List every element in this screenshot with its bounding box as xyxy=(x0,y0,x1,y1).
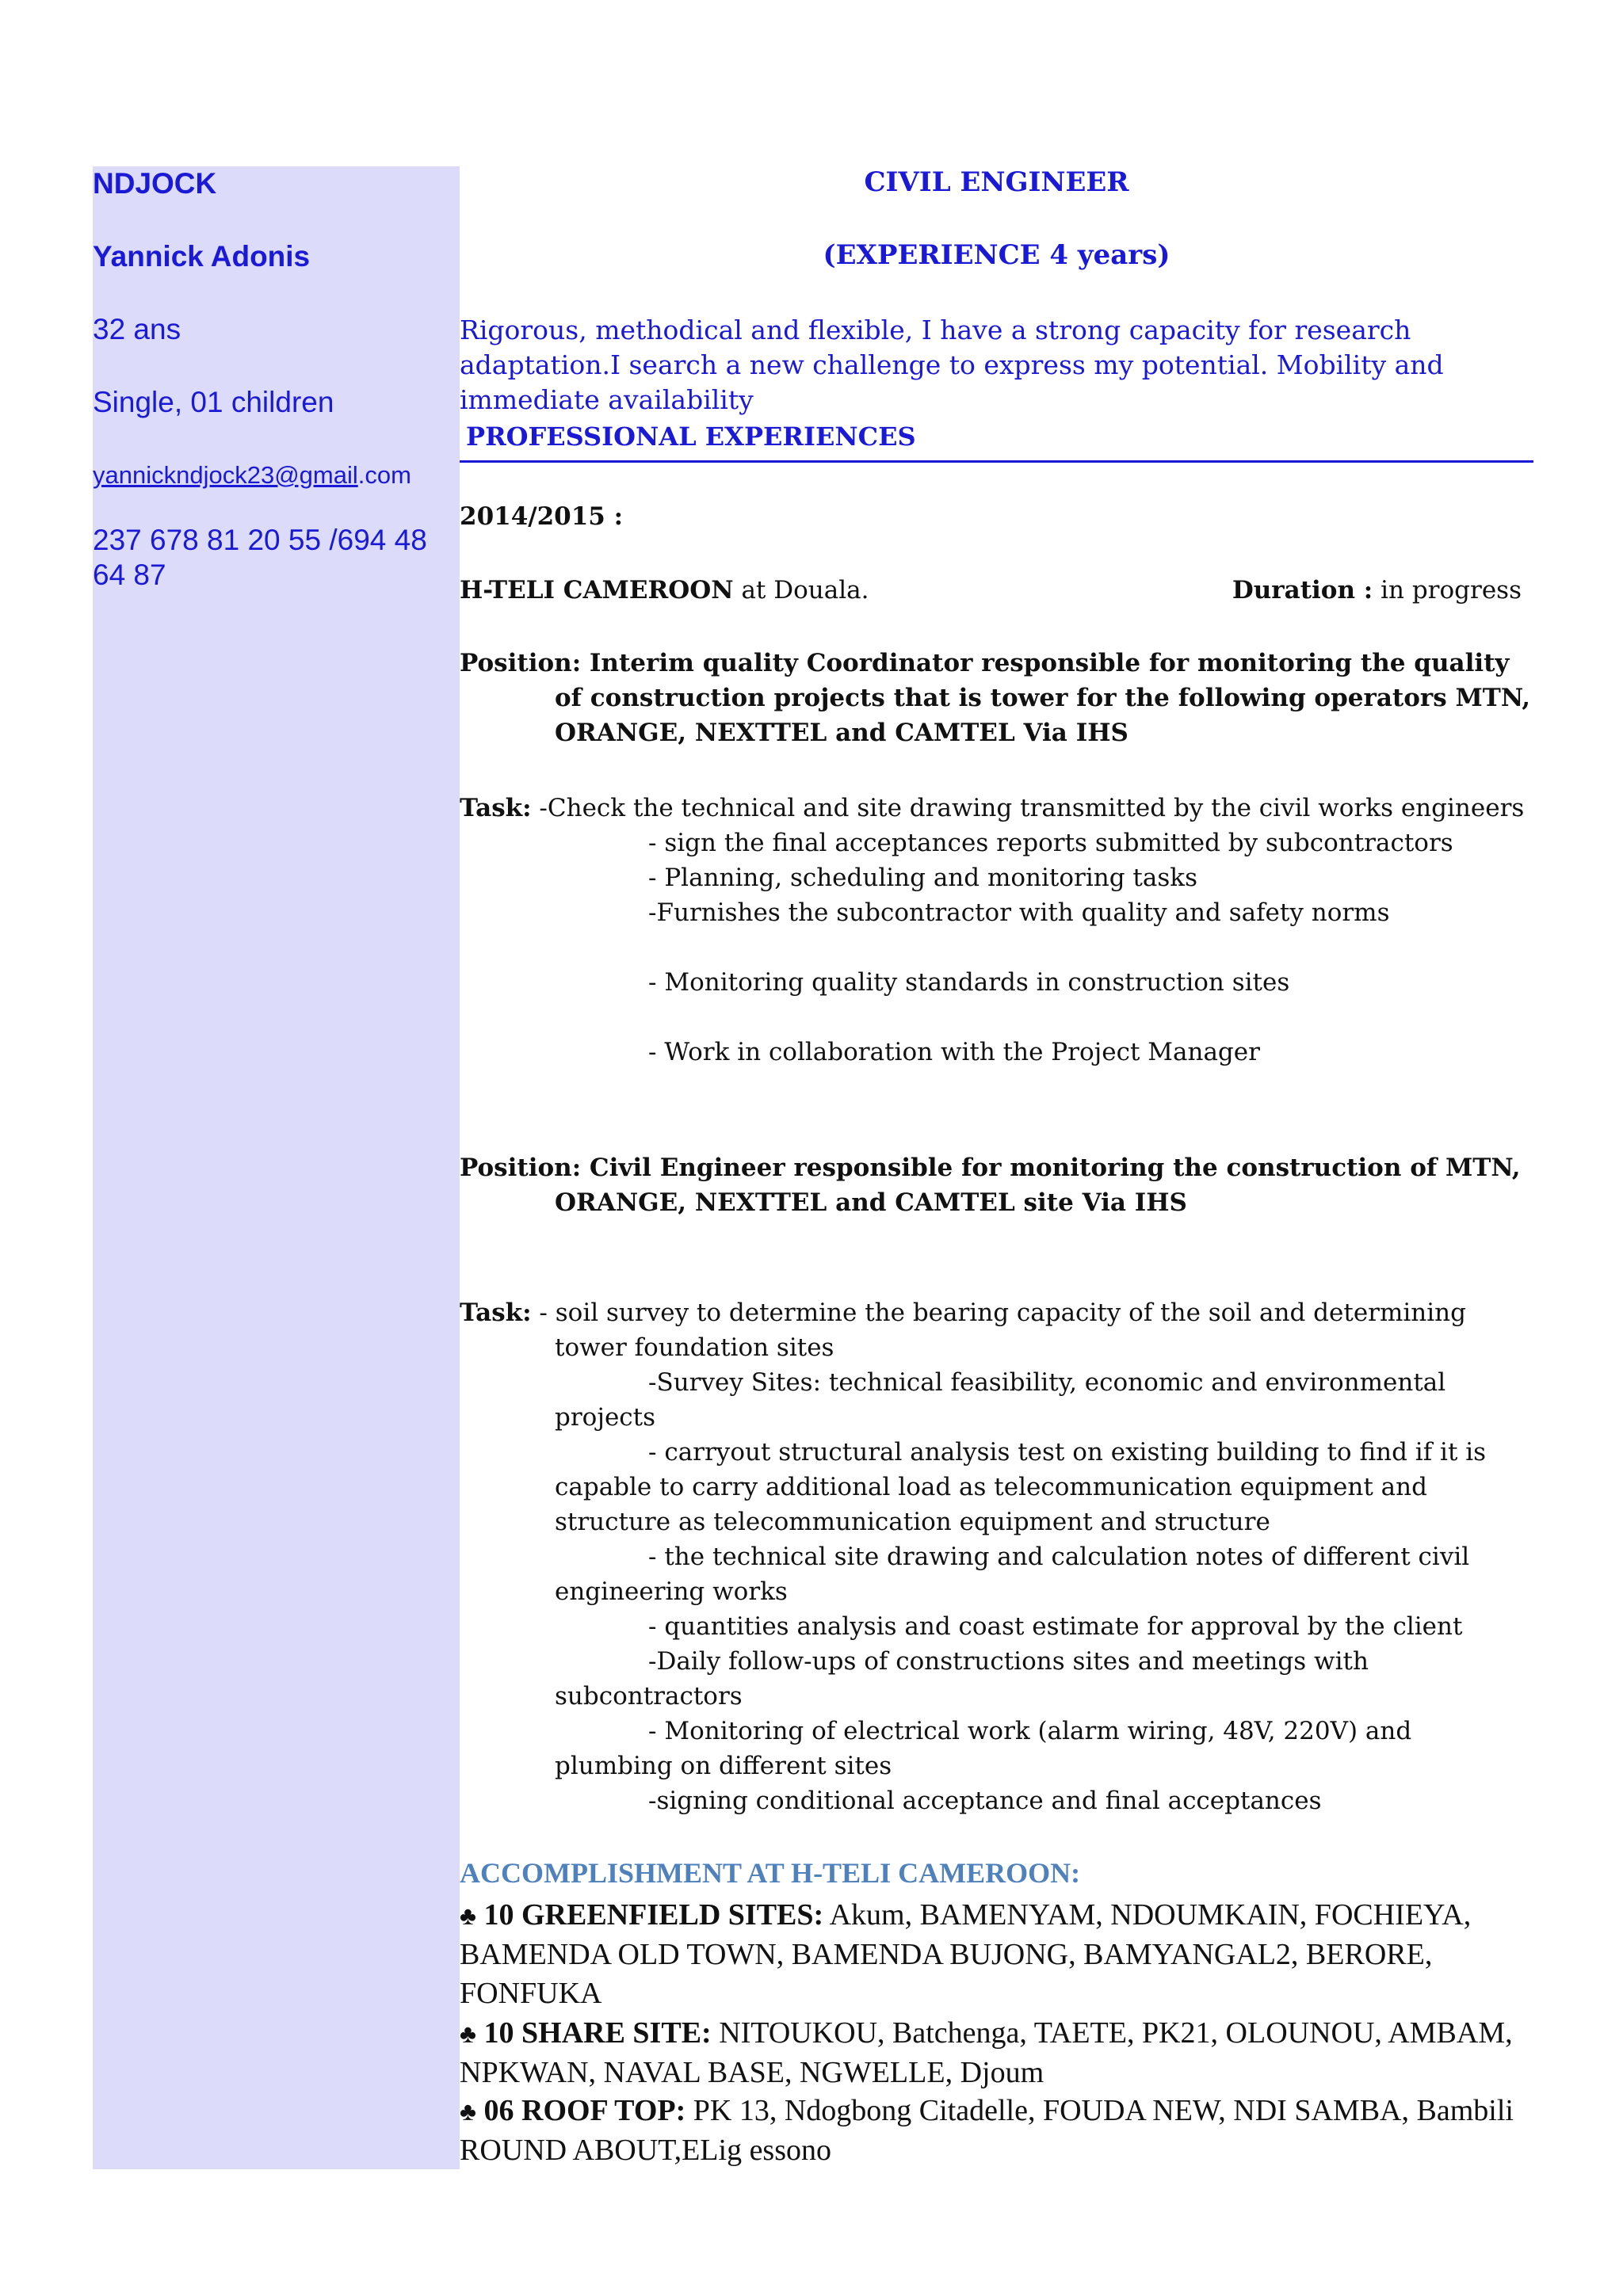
section-heading: PROFESSIONAL EXPERIENCES xyxy=(466,421,916,452)
summary: Rigorous, methodical and flexible, I have a strong capacity for research adaptation.I search a new challenge to express my potential. Mobility and immediate availability xyxy=(460,315,1444,415)
duration xyxy=(1232,573,1522,608)
task-label: Task: xyxy=(460,794,532,822)
accomplishment-label: 10 SHARE SITE: xyxy=(476,2016,712,2050)
task-item: - sign the final acceptances reports submitted by subcontractors xyxy=(648,829,1453,857)
task-item: - Planning, scheduling and monitoring tasks xyxy=(648,864,1197,892)
spacer xyxy=(460,1000,1533,1035)
club-bullet-icon: ♣ xyxy=(460,2019,476,2048)
task-item: - quantities analysis and coast estimate for approval by the client xyxy=(648,1612,1463,1641)
task-label: Task: xyxy=(460,1299,532,1327)
task-2-first xyxy=(460,1295,1533,1365)
accomplishment-label: 06 ROOF TOP: xyxy=(476,2094,686,2127)
company-location: at Douala. xyxy=(733,576,869,605)
age: 32 ans xyxy=(93,313,181,345)
duration-value: in progress xyxy=(1373,576,1522,605)
task-list-1 xyxy=(460,791,1533,1070)
duration-label: Duration : xyxy=(1232,576,1373,605)
task-item: - soil survey to determine the bearing capacity of the soil and determining tower foundation sites xyxy=(531,1299,1466,1362)
task-item: - the technical site drawing and calculation notes of different civil engineering works xyxy=(555,1543,1470,1606)
task-1-first xyxy=(460,791,1533,826)
accomplishment-heading: ACCOMPLISHMENT AT H-TELI CAMEROON: xyxy=(460,1857,1081,1889)
task-list-2 xyxy=(460,1295,1533,1818)
task-item: -Survey Sites: technical feasibility, economic and environmental projects xyxy=(555,1368,1446,1432)
accomplishment-item xyxy=(460,2014,1533,2092)
profile-sidebar xyxy=(93,166,460,2169)
last-name: NDJOCK xyxy=(93,167,217,200)
marital-status: Single, 01 children xyxy=(93,386,334,418)
email-link[interactable] xyxy=(93,458,411,493)
task-item: -Check the technical and site drawing transmitted by the civil works engineers xyxy=(531,794,1525,822)
accomplishment-text: NITOUKOU, Batchenga, TAETE, PK21, OLOUNOU, AMBAM, NPKWAN, NAVAL BASE, NGWELLE, Djoum xyxy=(460,2016,1513,2089)
position-2: Position: Civil Engineer responsible for monitoring the construction of MTN, ORANGE, NEXTTEL and CAMTEL site Via IHS xyxy=(460,1154,1521,1217)
task-item: -signing conditional acceptance and final acceptances xyxy=(648,1787,1322,1815)
task-item: - Monitoring quality standards in construction sites xyxy=(648,968,1290,997)
task-item: -Daily follow-ups of constructions sites and meetings with subcontractors xyxy=(555,1647,1369,1711)
job-title: CIVIL ENGINEER xyxy=(864,166,1129,198)
email-suffix: .com xyxy=(357,461,411,489)
spacer xyxy=(460,930,1533,965)
task-item: - Work in collaboration with the Project Manager xyxy=(648,1038,1260,1066)
accomplishment-text: PK 13, Ndogbong Citadelle, FOUDA NEW, NDI SAMBA, Bambili ROUND ABOUT,ELig essono xyxy=(460,2094,1514,2167)
first-name: Yannick Adonis xyxy=(93,240,311,273)
experience-years: (EXPERIENCE 4 years) xyxy=(823,239,1170,271)
accomplishment-item xyxy=(460,1896,1533,2013)
phone-number: 237 678 81 20 55 /694 48 64 87 xyxy=(93,524,427,591)
club-bullet-icon: ♣ xyxy=(460,2097,476,2126)
accomplishment-label: 10 GREENFIELD SITES: xyxy=(476,1898,824,1932)
email-address[interactable]: yannickndjock23@gmail xyxy=(93,461,358,489)
position-1: Position: Interim quality Coordinator responsible for monitoring the quality of construction projects that is tower for the following operators MTN, ORANGE, NEXTTEL and CAMTEL Via IHS xyxy=(460,649,1531,747)
company-name: H-TELI CAMEROON xyxy=(460,576,734,605)
accomplishment-item xyxy=(460,2092,1533,2170)
task-item: - Monitoring of electrical work (alarm wiring, 48V, 220V) and plumbing on different sites xyxy=(555,1717,1412,1780)
company-line xyxy=(460,573,1522,608)
period: 2014/2015 : xyxy=(460,502,624,531)
task-item: - carryout structural analysis test on existing building to find if it is capable to carry additional load as telecommunication equipment and structure as telecommunication equipment and structure xyxy=(555,1438,1487,1536)
section-divider xyxy=(460,460,1533,463)
accomplishment-text: Akum, BAMENYAM, NDOUMKAIN, FOCHIEYA, BAMENDA OLD TOWN, BAMENDA BUJONG, BAMYANGAL2, BERORE, FONFUKA xyxy=(460,1898,1472,2010)
club-bullet-icon: ♣ xyxy=(460,1901,476,1930)
task-item: -Furnishes the subcontractor with quality and safety norms xyxy=(648,898,1390,927)
